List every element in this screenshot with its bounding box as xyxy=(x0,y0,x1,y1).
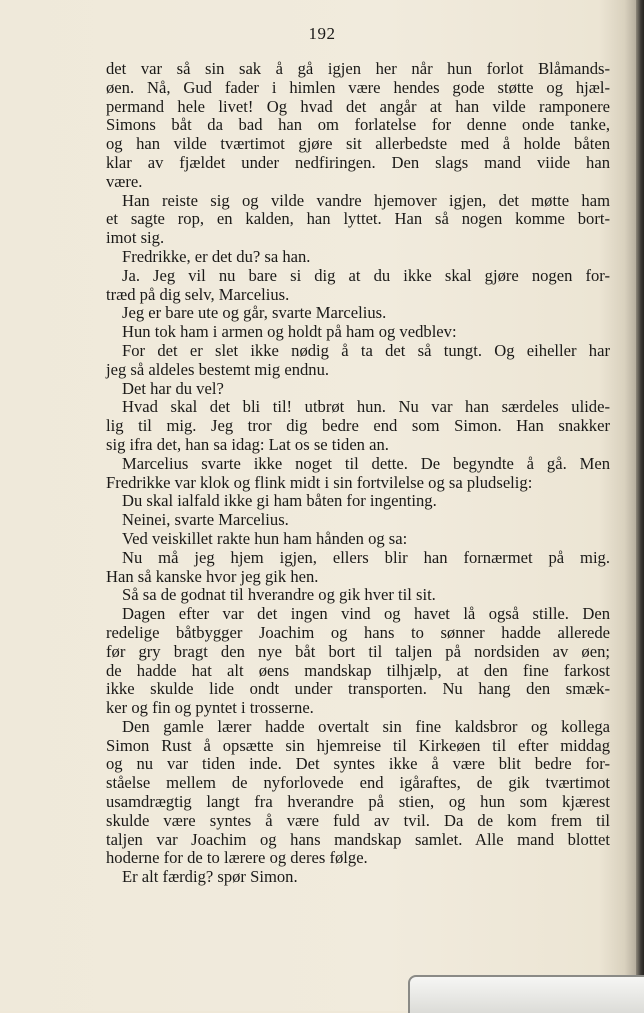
text-line: træd på dig selv, Marcelius. xyxy=(106,284,290,304)
text-line: jeg så aldeles bestemt mig endnu. xyxy=(106,359,330,379)
text-line: Så sa de godnat til hverandre og gik hver til sit. xyxy=(122,585,436,605)
text-line: Hun tok ham i armen og holdt på ham og vedblev: xyxy=(122,322,457,342)
text-line: Ja. Jeg vil nu bare si dig at du ikke skal gjøre nogen for- xyxy=(122,265,610,285)
text-line: usamdrægtig langt fra hverandre på stien, og hun som kjærest xyxy=(106,792,610,812)
text-line: Det har du vel? xyxy=(122,378,224,398)
text-line: Simons båt da bad han om forlatelse for denne onde tanke, xyxy=(106,115,610,135)
text-line: Jeg er bare ute og går, svarte Marcelius. xyxy=(122,303,387,323)
text-line: Fredrikke, er det du? sa han. xyxy=(122,246,311,266)
text-line: Du skal ialfald ikke gi ham båten for ingenting. xyxy=(122,491,437,511)
text-line: Den gamle lærer hadde overtalt sin fine kaldsbror og kollega xyxy=(122,716,610,736)
text-line: hoderne for de to lærere og deres følge. xyxy=(106,848,368,868)
text-line: Hvad skal det bli til! utbrøt hun. Nu var han særdeles ulide- xyxy=(122,397,610,417)
text-line: redelige båtbygger Joachim og hans to sønner hadde allerede xyxy=(106,622,610,642)
text-line: være. xyxy=(106,171,143,191)
page-edge-shadow xyxy=(636,0,644,1011)
text-line: Ved veiskillet rakte hun ham hånden og sa: xyxy=(122,528,408,548)
text-line: skulde være syntes å være fuld av tvil. Da de kom frem til xyxy=(106,810,610,830)
text-line: Er alt færdig? spør Simon. xyxy=(122,867,298,887)
text-line: et sagte rop, en kalden, han lyttet. Han så nogen komme bort- xyxy=(106,209,610,229)
body-text xyxy=(106,60,610,887)
text-line: Nu må jeg hjem igjen, ellers blir han fornærmet på mig. xyxy=(122,547,610,567)
text-line: ikke skulde lide ondt under transporten. Nu hang den smæk- xyxy=(106,679,610,699)
text-line: Neinei, svarte Marcelius. xyxy=(122,510,289,530)
page-number: 192 xyxy=(308,24,336,43)
text-line: og nu var tiden inde. Det syntes ikke å være blit bedre for- xyxy=(106,754,610,774)
text-line: Han så kanske hvor jeg gik hen. xyxy=(106,566,319,586)
text-line: Fredrikke var klok og flink midt i sin fortvilelse og sa pludselig: xyxy=(106,472,533,492)
text-line: sig ifra det, han sa idag: Lat os se tiden an. xyxy=(106,434,389,454)
page-tab-marker xyxy=(408,975,644,1013)
text-line: øen. Nå, Gud fader i himlen være hendes gode støtte og hjæl- xyxy=(106,77,610,97)
text-line: lig til mig. Jeg tror dig bedre end som Simon. Han snakker xyxy=(106,416,610,436)
text-line: Han reiste sig og vilde vandre hjemover igjen, det møtte ham xyxy=(122,190,610,210)
text-line: de hadde hat alt øens mandskap tilhjælp, at den fine farkost xyxy=(106,660,610,680)
text-line: For det er slet ikke nødig å ta det så tungt. Og eiheller har xyxy=(122,340,610,360)
text-line: ståelse mellem de nyforlovede end igåraftes, de gik tværtimot xyxy=(106,773,610,793)
text-line: Marcelius svarte ikke noget til dette. De begyndte å gå. Men xyxy=(122,453,610,473)
text-line: ker og fin og pyntet i trosserne. xyxy=(106,698,314,718)
text-line: taljen var Joachim og hans mandskap samlet. Alle mand blottet xyxy=(106,829,610,849)
text-line: og han vilde tværtimot gjøre sit allerbedste med å holde båten xyxy=(106,134,610,154)
text-line: permand hele livet! Og hvad det angår at han vilde ramponere xyxy=(106,96,610,116)
text-line: klar av fjældet under nedfiringen. Den slags mand viide han xyxy=(106,152,610,172)
text-line: det var så sin sak å gå igjen her når hun forlot Blåmands- xyxy=(106,59,610,78)
text-line: Simon Rust å opsætte sin hjemreise til Kirkeøen til efter middag xyxy=(106,735,610,755)
text-line: imot sig. xyxy=(106,228,165,248)
text-line: før gry bragt den nye båt bort til taljen på nordsiden av øen; xyxy=(106,641,610,661)
text-line: Dagen efter var det ingen vind og havet lå også stille. Den xyxy=(122,604,610,624)
